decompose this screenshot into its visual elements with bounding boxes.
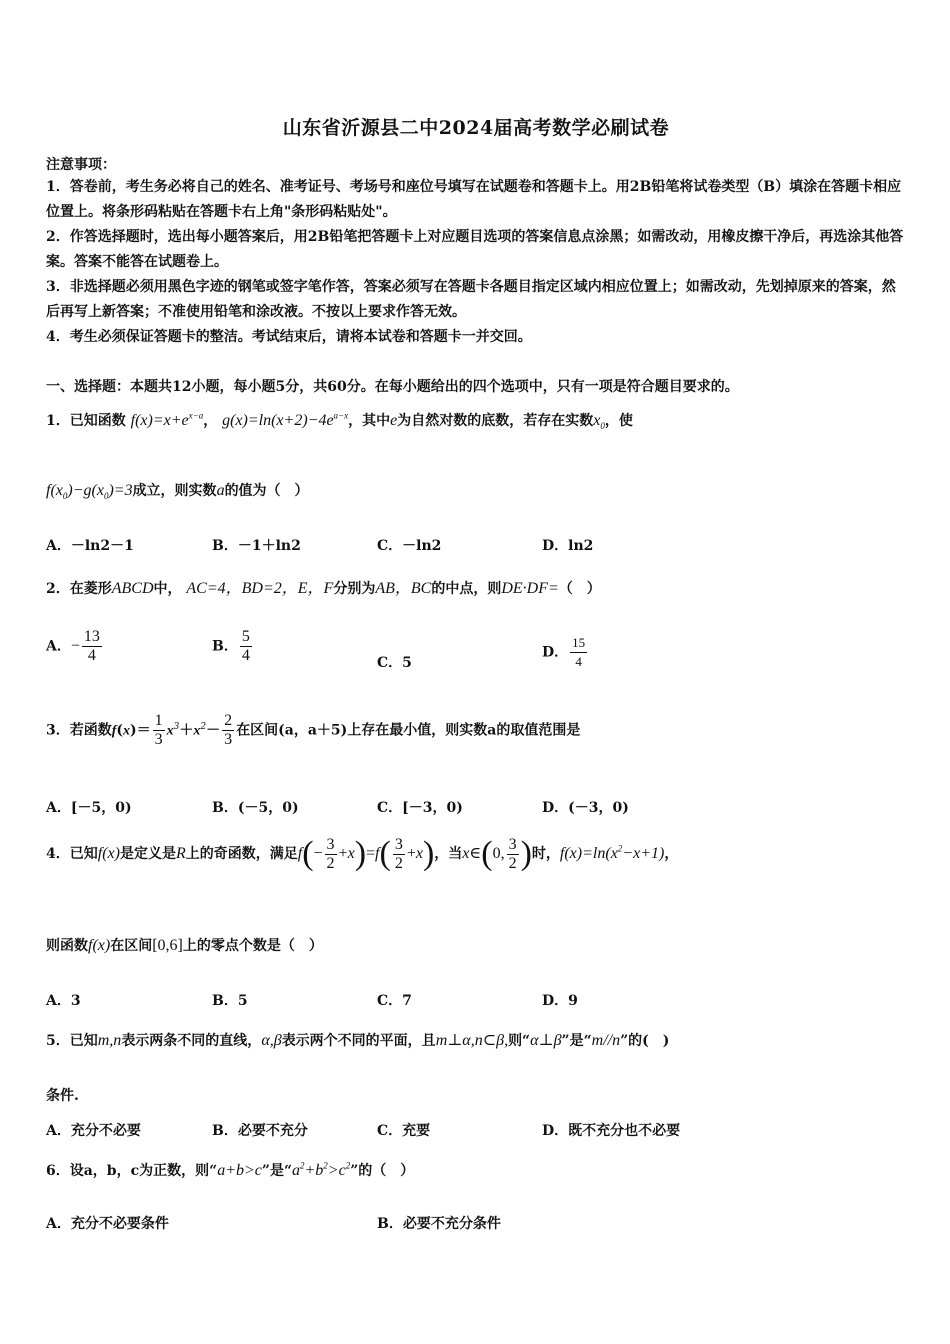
- q5-option-c[interactable]: C．充要: [377, 1123, 431, 1139]
- q2-option-d[interactable]: D． $\frac{15}{4}$: [542, 635, 586, 669]
- question-5: 5．已知m,n表示两条不同的直线，α,β表示两个不同的平面，且m⊥α,n⊂β,则“α⊥β”是“m//n”的( ): [46, 1032, 670, 1049]
- q4-option-d[interactable]: D．9: [542, 993, 578, 1009]
- q2-option-a[interactable]: A．− $\frac{13}{4}$: [46, 628, 100, 664]
- page-title: 山东省沂源县二中2024届高考数学必刷试卷: [282, 117, 670, 139]
- notes-heading: 注意事项：: [46, 157, 116, 173]
- formula-f: $f(x)=x+e^{x-a}$: [130, 410, 204, 429]
- question-4: 4．已知f(x)是定义是R上的奇函数，满足f(− $\frac{3}{2}$ +x)=f( $\frac{3}{2}$ +x)，当x∈(0, $\frac{3}{2}$ )时，$f(x)=\ln(x^2-x+1)$，: [46, 835, 679, 872]
- q2-option-b[interactable]: B． $\frac{5}{4}$: [212, 628, 250, 664]
- note-item-3: 3．非选择题必须用黑色字迹的钢笔或签字笔作答，答案必须写在答题卡各题目指定区域内相应位置上；如需改动，先划掉原来的答案，然后再写上新答案；不准使用铅笔和涂改液。不按以上要求作答无效。: [46, 279, 896, 320]
- question-1-cont: $f(x_0)-g(x_0)=3$成立，则实数a的值为（ ）: [46, 482, 309, 502]
- q3-option-c[interactable]: C．[－3，0): [377, 800, 463, 816]
- question-2: 2．在菱形ABCD中， AC=4，BD=2，E，F分别为AB，BC的中点，则DE·DF=（ ）: [46, 580, 601, 597]
- question-4-cont: 则函数f(x)在区间[0,6]上的零点个数是（ ）: [46, 937, 323, 954]
- q5-option-b[interactable]: B．必要不充分: [212, 1123, 308, 1139]
- question-3: 3．若函数f(x)＝ $\frac{1}{3}$ $x^3+x^2-$ $\frac{2}{3}$ 在区间(a，a＋5)上存在最小值，则实数a的取值范围是: [46, 712, 581, 748]
- q1-option-d[interactable]: D．ln2: [542, 538, 594, 554]
- question-5-cont: 条件.: [46, 1088, 79, 1104]
- q5-option-d[interactable]: D．既不充分也不必要: [542, 1123, 681, 1139]
- q3-option-d[interactable]: D．(－3，0): [542, 800, 629, 816]
- q6-option-a[interactable]: A．充分不必要条件: [46, 1216, 169, 1232]
- q4-option-a[interactable]: A．3: [46, 993, 81, 1009]
- question-1: 1．已知函数 $f(x)=x+e^{x-a}$， $g(x)=\ln(x+2)-4e^{a-x}$，其中e为自然对数的底数，若存在实数$x_0$，使: [46, 410, 633, 432]
- question-6: 6．设a，b，c为正数，则“a+b>c”是“$a^2+b^2>c^2$”的（ ）: [46, 1160, 415, 1179]
- q4-option-b[interactable]: B．5: [212, 993, 248, 1009]
- q6-option-b[interactable]: B．必要不充分条件: [377, 1216, 501, 1232]
- section-heading: 一、选择题：本题共12小题，每小题5分，共60分。在每小题给出的四个选项中，只有一项是符合题目要求的。: [46, 379, 739, 395]
- q2-option-c[interactable]: C．5: [377, 655, 412, 671]
- note-item-1: 1．答卷前，考生务必将自己的姓名、准考证号、考场号和座位号填写在试题卷和答题卡上。用2B铅笔将试卷类型（B）填涂在答题卡相应位置上。将条形码粘贴在答题卡右上角"条形码粘贴处"。: [46, 179, 902, 220]
- q1-option-c[interactable]: C．－ln2: [377, 538, 442, 554]
- note-item-2: 2．作答选择题时，选出每小题答案后，用2B铅笔把答题卡上对应题目选项的答案信息点涂黑；如需改动，用橡皮擦干净后，再选涂其他答案。答案不能答在试题卷上。: [46, 229, 904, 270]
- q5-option-a[interactable]: A．充分不必要: [46, 1123, 141, 1139]
- formula-condition: $f(x_0)-g(x_0)=3$: [46, 482, 133, 502]
- q1-option-a[interactable]: A．－ln2－1: [46, 538, 134, 554]
- note-item-4: 4．考生必须保证答题卡的整洁。考试结束后，请将本试卷和答题卡一并交回。: [46, 329, 532, 345]
- formula-g: $g(x)=\ln(x+2)-4e^{a-x}$: [222, 410, 349, 429]
- q1-option-b[interactable]: B．－1＋ln2: [212, 538, 301, 554]
- q3-option-b[interactable]: B．(－5，0): [212, 800, 299, 816]
- q3-option-a[interactable]: A．[－5，0): [46, 800, 132, 816]
- q4-option-c[interactable]: C．7: [377, 993, 412, 1009]
